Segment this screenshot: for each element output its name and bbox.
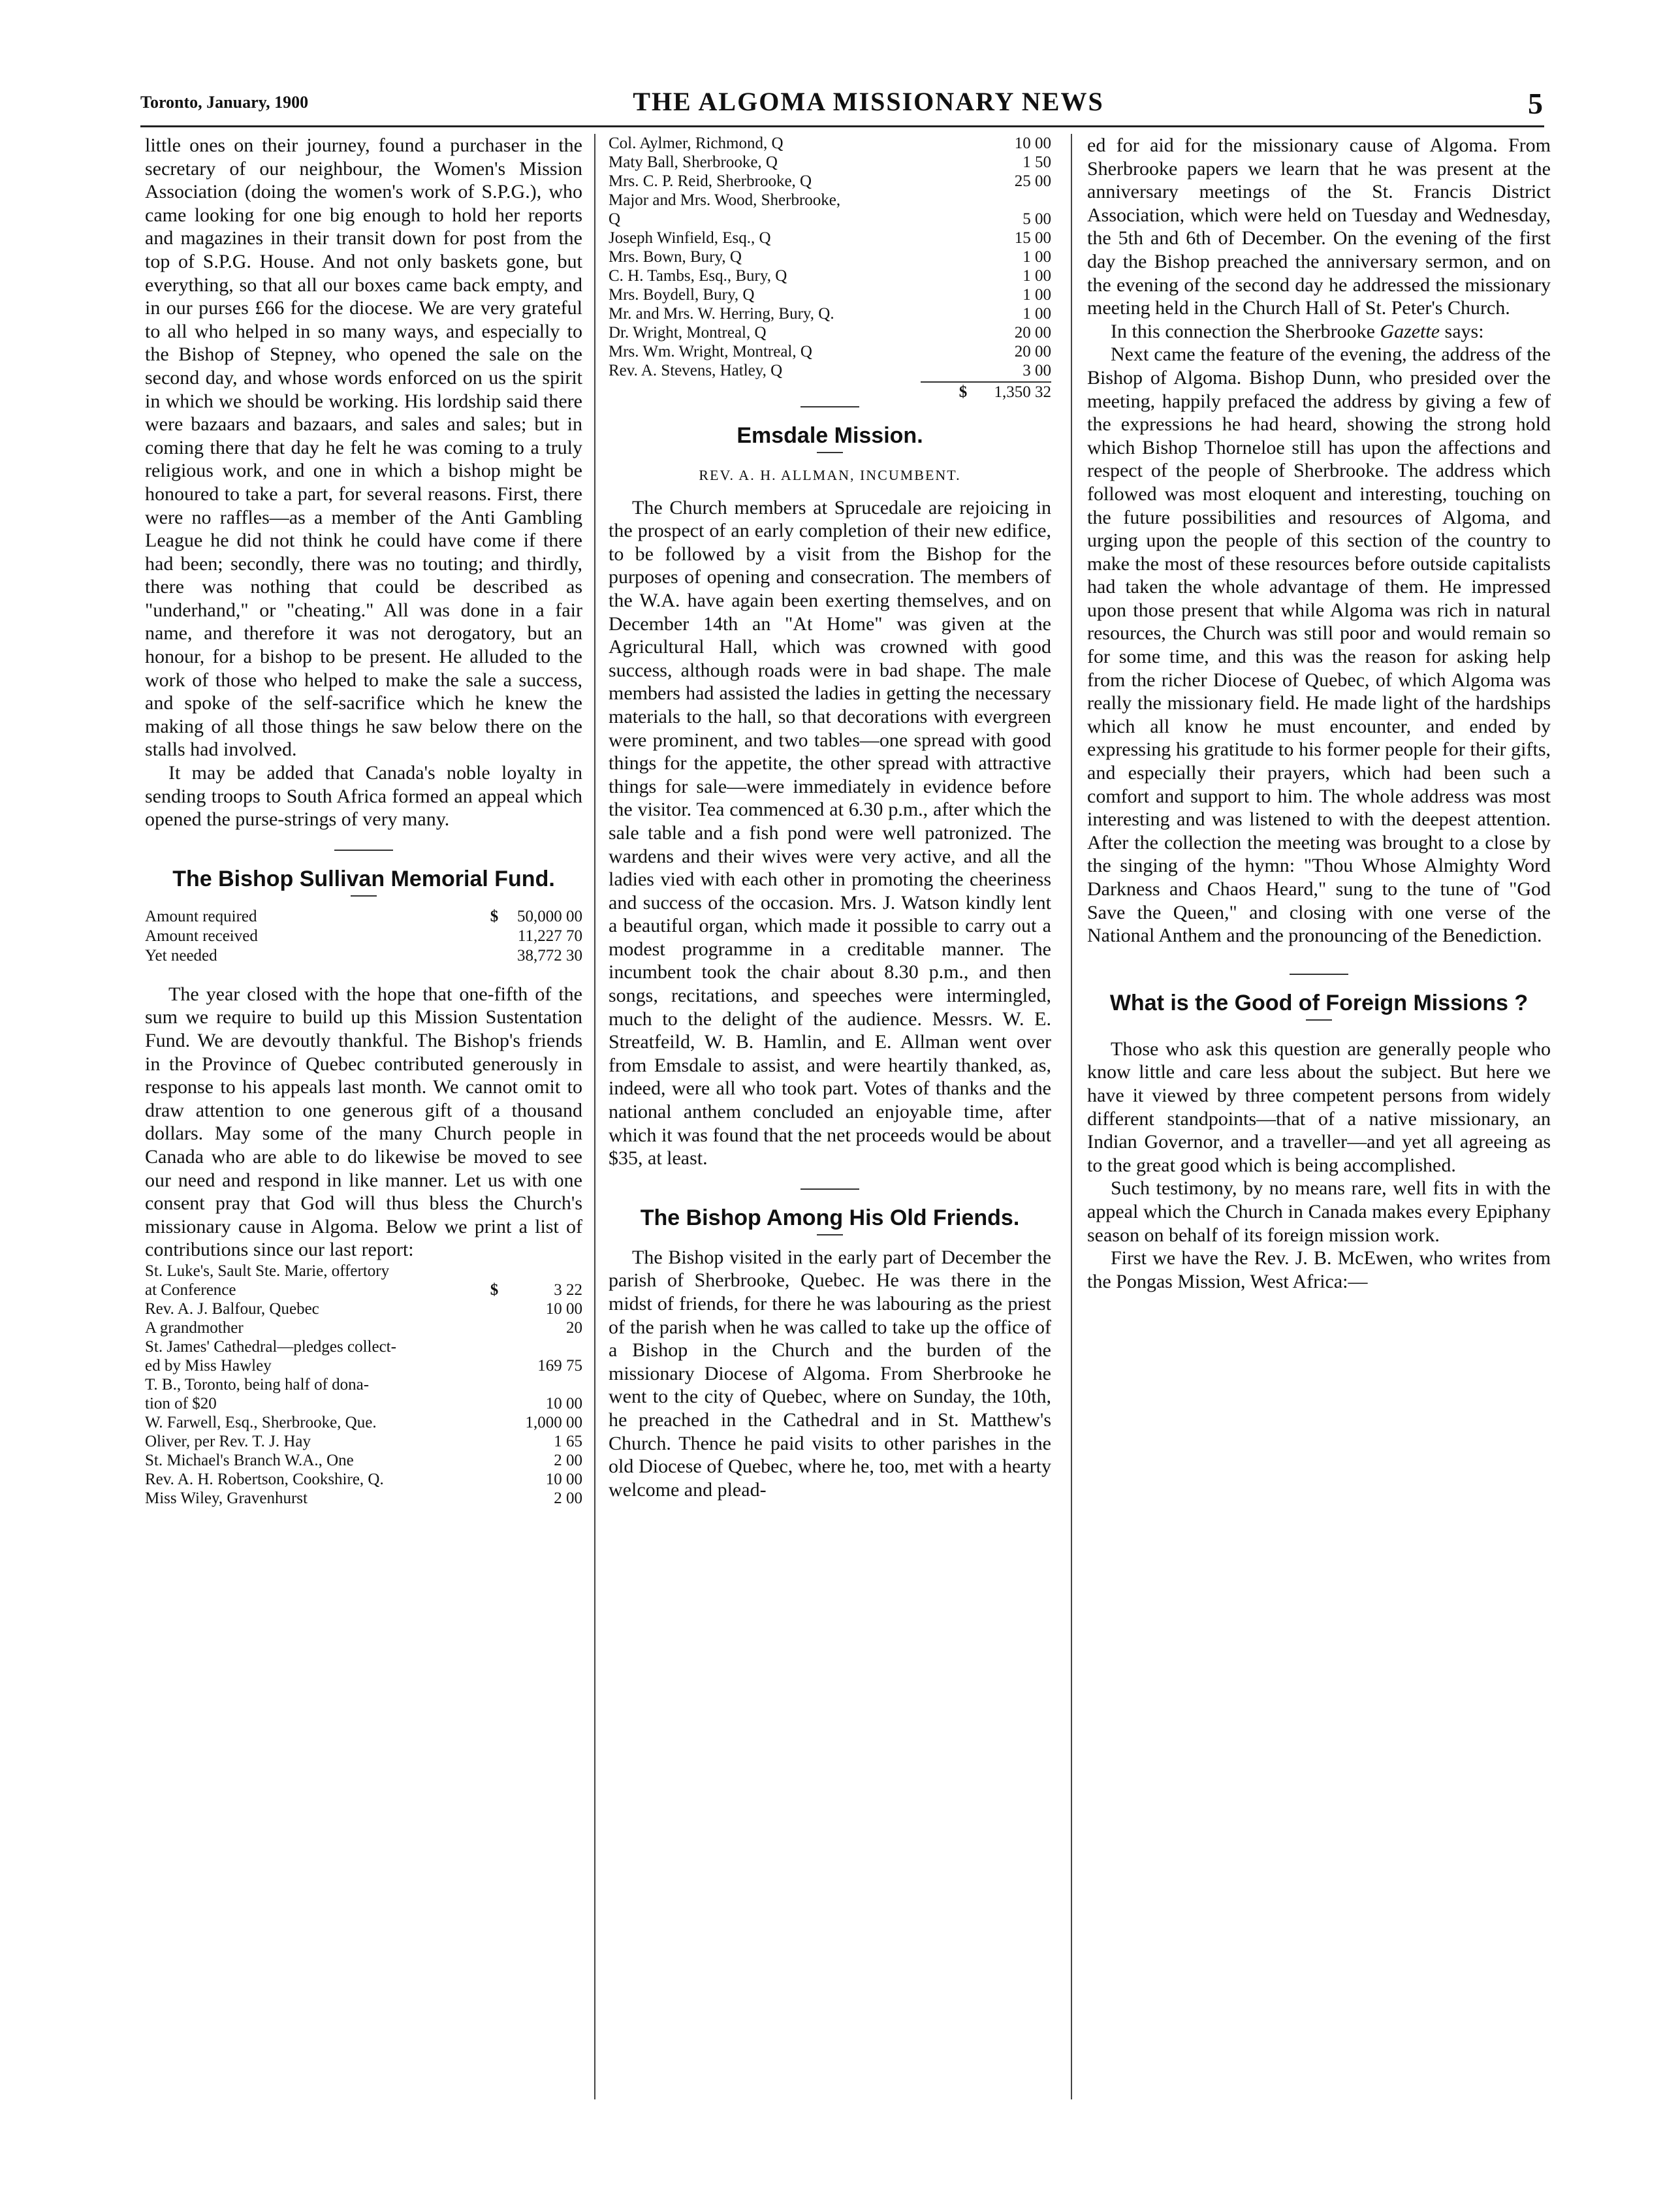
column-3 <box>1087 134 1551 1293</box>
contribution-row <box>609 342 1051 361</box>
article-paragraph <box>1087 320 1551 343</box>
contribution-row-name: Q <box>609 210 621 228</box>
contribution-row-amount: 25 00 <box>1014 172 1051 190</box>
contribution-row-amount: 10 00 <box>545 1299 582 1318</box>
contribution-row-currency <box>484 1299 504 1318</box>
contribution-row-name: Joseph Winfield, Esq., Q <box>609 229 771 247</box>
contribution-row-name: Miss Wiley, Gravenhurst <box>145 1489 308 1507</box>
contribution-row <box>609 191 1051 210</box>
contribution-row <box>145 1413 582 1432</box>
section-rule <box>334 850 393 851</box>
contributions-total <box>609 383 1051 402</box>
contribution-row-currency <box>484 1489 504 1508</box>
article-paragraph: The Bishop visited in the early part of December the parish of Sherbrooke, Quebec. He was there in the midst of friends, for there he was labouring as the priest of the parish when he was called to take up the office of a Bishop in the Church and the burden of the missionary Diocese of Algoma. From Sherbrooke he went to the city of Quebec, where on Sunday, the 10th, he preached in the Cathedral and in St. Matthew's Church. Thence he paid visits to other parishes in the old Diocese of Quebec, where he, too, met with a hearty welcome and plead- <box>609 1246 1051 1501</box>
contribution-row-name: Mrs. Boydell, Bury, Q <box>609 286 755 304</box>
contribution-row-amount: 10 00 <box>545 1470 582 1488</box>
contribution-row-name: T. B., Toronto, being half of dona- <box>145 1375 370 1394</box>
contribution-row-amount: 20 00 <box>1014 343 1051 360</box>
contribution-row-name: tion of $20 <box>145 1394 217 1412</box>
contribution-row-name: St. James' Cathedral—pledges collect- <box>145 1337 396 1356</box>
contribution-row-amount: 10 00 <box>1014 135 1051 152</box>
contribution-row-name: Rev. A. J. Balfour, Quebec <box>145 1299 319 1318</box>
contribution-row-name: ed by Miss Hawley <box>145 1356 272 1375</box>
contribution-row-currency <box>484 1356 504 1375</box>
contribution-row <box>609 172 1051 191</box>
contribution-row-amount: 2 00 <box>554 1451 582 1469</box>
contribution-row <box>145 1470 582 1489</box>
contribution-row-name: Maty Ball, Sherbrooke, Q <box>609 153 778 171</box>
contribution-row-currency <box>484 1432 504 1451</box>
contribution-row-amount: 1 50 <box>1022 153 1051 171</box>
contribution-row-amount <box>504 1262 582 1281</box>
contribution-row <box>145 1281 582 1299</box>
contribution-row <box>145 1356 582 1375</box>
contribution-row <box>145 1451 582 1470</box>
contribution-row <box>145 1318 582 1337</box>
contribution-row-amount: 1 00 <box>1022 248 1051 266</box>
contribution-row-name: Mr. and Mrs. W. Herring, Bury, Q. <box>609 305 834 323</box>
contribution-row-name: Major and Mrs. Wood, Sherbrooke, <box>609 191 841 209</box>
gazette-title: Gazette <box>1380 320 1440 342</box>
contribution-row-amount: 169 75 <box>537 1356 582 1375</box>
contribution-row-name: Mrs. C. P. Reid, Sherbrooke, Q <box>609 172 812 190</box>
contribution-row-currency <box>484 1451 504 1470</box>
contribution-row-amount: 1,000 00 <box>525 1413 582 1431</box>
contribution-row-name: C. H. Tambs, Esq., Bury, Q <box>609 267 787 285</box>
fund-row <box>145 946 582 966</box>
contribution-row-currency <box>484 1337 504 1356</box>
contribution-row <box>609 361 1051 380</box>
contribution-row <box>609 285 1051 304</box>
contribution-row <box>609 266 1051 285</box>
heading-rule <box>817 452 843 453</box>
total-currency: $ <box>959 383 968 401</box>
fund-row-currency <box>484 927 504 946</box>
contribution-row <box>145 1489 582 1508</box>
page-number: 5 <box>1528 87 1543 120</box>
contribution-row-name: Rev. A. Stevens, Hatley, Q <box>609 362 783 379</box>
contribution-row-amount: 10 00 <box>545 1394 582 1412</box>
contribution-row <box>609 247 1051 266</box>
article-paragraph: ed for aid for the missionary cause of Algoma. From Sherbrooke papers we learn that he was present at the anniversary meetings of the St. Francis District Association, which were held on Tuesday and Wednesday, the 5th and 6th of December. On the evening of the first day the Bishop preached the anniversary sermon, and on the evening of the second day he addressed the missionary meeting held in the Church Hall of St. Peter's Church. <box>1087 135 1551 319</box>
contribution-row-name: Dr. Wright, Montreal, Q <box>609 324 767 342</box>
fund-summary-table <box>145 907 582 966</box>
contribution-row <box>145 1394 582 1413</box>
dateline: Toronto, January, 1900 <box>140 93 309 112</box>
contribution-row-amount <box>504 1375 582 1394</box>
contribution-row-amount <box>504 1337 582 1356</box>
fund-row-name: Yet needed <box>145 946 217 964</box>
page-header <box>0 86 1680 125</box>
article-paragraph: Such testimony, by no means rare, well fits in with the appeal which the Church in Canada makes every Epiphany season on behalf of its foreign mission work. <box>1087 1177 1551 1246</box>
fund-row <box>145 907 582 927</box>
section-rule <box>1290 974 1348 975</box>
article-paragraph: Those who ask this question are generally people who know little and care less about the subject. But here we have it viewed by three competent persons from widely different standpoints—that of a native missionary, an Indian Governor, and a traveller—and yet all agreeing as to the great good which is being accomplished. <box>1087 1038 1551 1176</box>
contribution-row-currency <box>484 1318 504 1337</box>
contribution-row-amount: 1 00 <box>1022 286 1051 304</box>
contribution-row-amount: 2 00 <box>554 1489 582 1507</box>
emsdale-byline: REV. A. H. ALLMAN, INCUMBENT. <box>699 467 961 483</box>
article-paragraph: little ones on their journey, found a purchaser in the secretary of our neighbour, the Women's Mission Association (doing the women's work of S.P.G.), who came looking for one big enough to hold her reports and magazines in their transit down for post from the top of S.P.G. House. And not only baskets gone, but everything, so that all our boxes came back empty, and in our purses £66 for the diocese. We are very grateful to all who helped in so many ways, and especially to the Bishop of Stepney, who opened the sale on the second day, and whose words enforced on us the spirit in which we should be working. His lordship said there were bazaars and bazaars, and sales and sales; but in coming there that day he felt he was coming to a truly religious work, and one in which a bishop might be honoured to take a part, for several reasons. First, there were no raffles—as a member of the Anti Gambling League he did not think he could have come if there had been; secondly, there was no touting; and thirdly, there was nothing that could be described as "underhand," or "cheating." All was done in a fair name, and therefore it was not derogatory, but an honour, for a bishop to be present. He alluded to the work of those who helped to make the sale a success, and spoke of the self-sacrifice which he knew the making of all those things he saw below there on the stalls had involved. <box>145 135 582 761</box>
contribution-row-name: Mrs. Wm. Wright, Montreal, Q <box>609 343 812 360</box>
contribution-row-name: Rev. A. H. Robertson, Cookshire, Q. <box>145 1470 384 1488</box>
heading-rule <box>817 1234 843 1235</box>
contribution-row-name: St. Luke's, Sault Ste. Marie, offertory <box>145 1262 390 1280</box>
contribution-row-name: A grandmother <box>145 1318 244 1337</box>
contribution-row-name: St. Michael's Branch W.A., One <box>145 1451 354 1469</box>
contribution-row-name: W. Farwell, Esq., Sherbrooke, Que. <box>145 1413 377 1431</box>
fund-row-amount: 50,000 00 <box>517 907 582 925</box>
contribution-row-amount: 1 00 <box>1022 305 1051 323</box>
contribution-row-amount <box>973 191 1051 210</box>
contribution-row-currency <box>484 1413 504 1432</box>
column-divider <box>594 134 595 2099</box>
contribution-row-currency <box>484 1394 504 1413</box>
contribution-row <box>145 1299 582 1318</box>
contribution-row <box>609 153 1051 172</box>
contribution-row-name: Oliver, per Rev. T. J. Hay <box>145 1432 311 1450</box>
fund-row-amount: 38,772 30 <box>517 946 582 964</box>
contribution-row-name: at Conference <box>145 1281 236 1299</box>
fund-row-name: Amount received <box>145 927 258 945</box>
column-2 <box>609 134 1051 1501</box>
contribution-row-name: Mrs. Bown, Bury, Q <box>609 248 742 266</box>
contribution-row-amount: 1 00 <box>1022 267 1051 285</box>
foreign-missions-heading: What is the Good of Foreign Missions ? <box>1109 990 1529 1015</box>
gazette-says: says: <box>1440 320 1484 342</box>
contribution-row <box>145 1432 582 1451</box>
contribution-row <box>609 210 1051 229</box>
masthead-title: THE ALGOMA MISSIONARY NEWS <box>633 87 1104 116</box>
contribution-row <box>609 323 1051 342</box>
contributions-list <box>145 1262 582 1508</box>
fund-row <box>145 927 582 946</box>
article-paragraph: First we have the Rev. J. B. McEwen, who writes from the Pongas Mission, West Africa:— <box>1087 1247 1551 1292</box>
heading-rule <box>1306 1019 1332 1021</box>
fund-row-name: Amount required <box>145 907 257 925</box>
contribution-row-amount: 20 <box>566 1318 582 1337</box>
contribution-row-amount: 1 65 <box>554 1432 582 1450</box>
fund-row-currency <box>484 946 504 966</box>
gazette-intro: In this connection the Sherbrooke <box>1111 320 1380 342</box>
contribution-row-amount: 20 00 <box>1014 324 1051 342</box>
contribution-row-amount: 3 22 <box>554 1281 582 1299</box>
contribution-row <box>145 1262 582 1281</box>
column-1 <box>145 134 582 1508</box>
heading-rule <box>351 895 377 897</box>
fund-row-amount: 11,227 70 <box>517 927 582 945</box>
column-divider <box>1071 134 1072 2099</box>
emsdale-heading: Emsdale Mission. <box>737 423 923 448</box>
contribution-row <box>609 304 1051 323</box>
quoted-paragraph: Next came the feature of the evening, the address of the Bishop of Algoma. Bishop Dunn, who presided over the meeting, happily prefaced the address by giving a few of the expressions he had heard, showing the strong hold which Bishop Thorneloe still has upon the affections and respect of the people of Sherbrooke. The address which followed was most eloquent and interesting, touching on the future possibilities and resources of Algoma, and urging upon the people of this section of the country to make the most of these resources before outside capitalists had taken the whole advantage of them. He impressed upon those present that while Algoma was rich in natural resources, the Church was still poor and would remain so for some time, and this was the reason for asking help from the richer Diocese of Quebec, of which Algoma was really the missionary field. He made light of the hardships which all know he must encounter, and ended by expressing his gratitude to his former people for their gifts, and especially their prayers, which had been such a comfort and support to him. The whole address was most interesting and was listened to with the deepest attention. After the collection the meeting was brought to a close by the singing of the hymn: "Thou Whose Almighty Word Darkness and Chaos Heard," sung to the tune of "God Save the Queen," and closing with one verse of the National Anthem and the pronouncing of the Benediction. <box>1087 343 1551 947</box>
contribution-row <box>609 134 1051 153</box>
contribution-row <box>609 229 1051 247</box>
article-paragraph: The Church members at Sprucedale are rejoicing in the prospect of an early completion of their new edifice, to be followed by a visit from the Bishop for the purposes of opening and consecration. The members of the W.A. have again been exerting themselves, and on December 14th an "At Home" was given at the Agricultural Hall, which was crowned with good success, although roads were in bad shape. The male members had assisted the ladies in getting the necessary materials to the hall, so that decorations with evergreen were prominent, and two tables—one spread with good things for the appetite, the other spread with attractive things for sale—were immediately in evidence before the visitor. Tea commenced at 6.30 p.m., after which the sale table and a fish pond were well patronized. The wardens and their wives were very active, and all the ladies vied with each other in promoting the cheeriness and success of the occasion. Mrs. J. Watson kindly lent a beautiful organ, which made it possible to carry out a modest programme in a creditable manner. The incumbent took the chair about 8.30 p.m., and then songs, recitations, and speeches were intermingled, much to the delight of the audience. Messrs. W. E. Streatfeild, W. B. Hamlin, and E. Allman went over from Emsdale to assist, and were heartily thanked, as, indeed, were all who took part. Votes of thanks and the national anthem concluded an enjoyable time, after which it was found that the net proceeds would be about $35, at least. <box>609 496 1051 1170</box>
contribution-row-amount: 5 00 <box>1022 210 1051 228</box>
contribution-row-currency <box>484 1262 504 1281</box>
sullivan-fund-heading: The Bishop Sullivan Memorial Fund. <box>172 866 555 891</box>
header-rule <box>140 125 1544 127</box>
bishop-heading: The Bishop Among His Old Friends. <box>640 1205 1020 1230</box>
contribution-row-currency <box>484 1470 504 1489</box>
contribution-row-currency <box>484 1375 504 1394</box>
article-paragraph: It may be added that Canada's noble loyalty in sending troops to South Africa formed an appeal which opened the purse-strings of very many. <box>145 762 582 831</box>
contribution-row <box>145 1375 582 1394</box>
contribution-row-amount: 3 00 <box>1022 362 1051 379</box>
total-amount: 1,350 32 <box>994 383 1051 401</box>
contribution-row-amount: 15 00 <box>1014 229 1051 247</box>
fund-row-currency: $ <box>490 907 499 925</box>
contribution-row <box>145 1337 582 1356</box>
section-rule <box>800 406 859 407</box>
section-rule <box>800 1188 859 1190</box>
article-paragraph: The year closed with the hope that one-fifth of the sum we require to build up this Mission Sustentation Fund. We are devoutly thankful. The Bishop's friends in the Province of Quebec contributed generously in response to his appeals last month. We cannot omit to draw attention to one generous gift of a thousand dollars. May some of the many Church people in Canada who are able to do likewise be moved to see our need and respond in like manner. Let us with one consent pray that God will thus bless the Church's missionary cause in Algoma. Below we print a list of contributions since our last report: <box>145 983 582 1261</box>
contribution-row-currency: $ <box>490 1281 499 1299</box>
contribution-row-name: Col. Aylmer, Richmond, Q <box>609 135 784 152</box>
contributions-list-continued <box>609 134 1051 380</box>
